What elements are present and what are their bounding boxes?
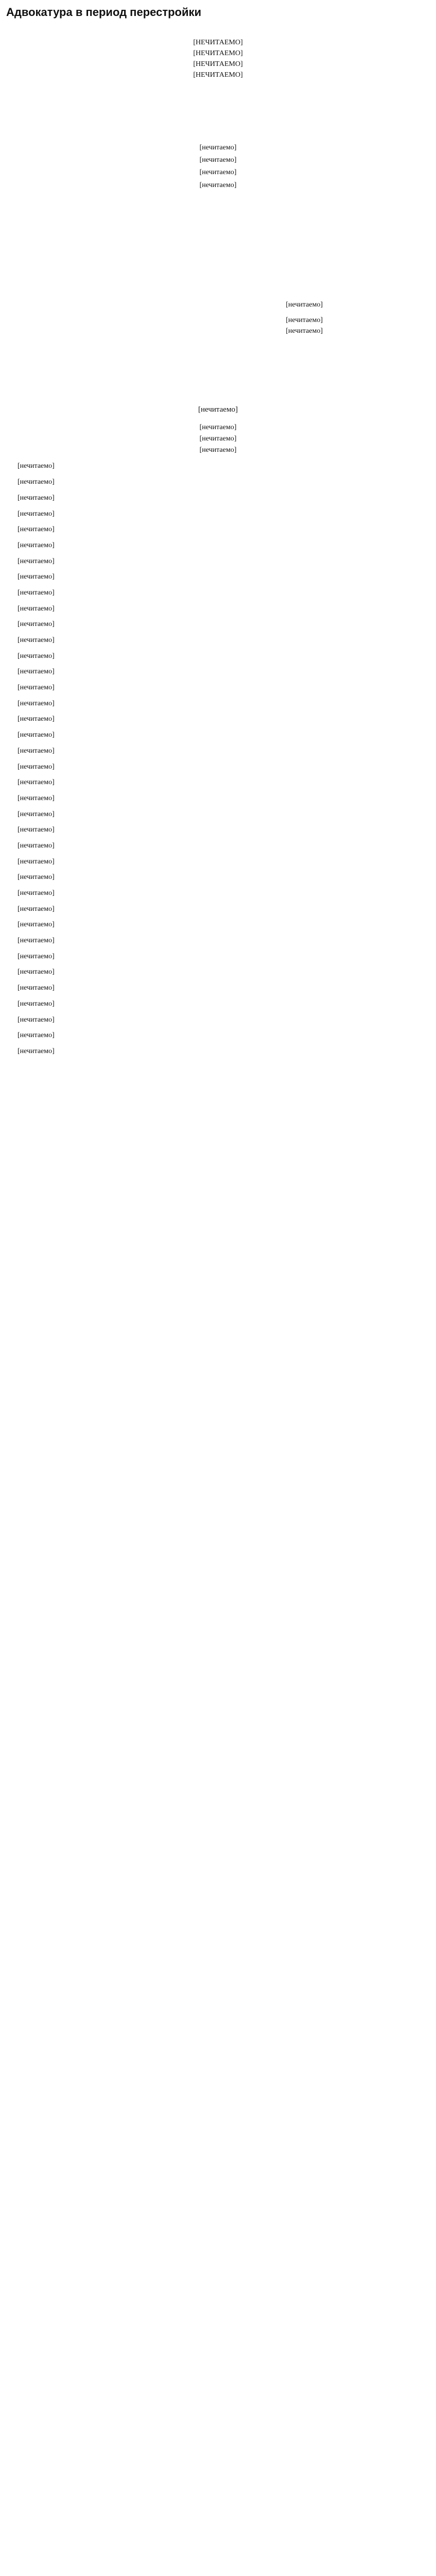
body-paragraph: [нечитаемо] [18,652,55,660]
body-paragraph: [нечитаемо] [18,984,55,992]
body-paragraph: [нечитаемо] [18,1031,55,1040]
report-discipline: [нечитаемо] [199,181,237,189]
body-paragraph: [нечитаемо] [18,541,55,549]
document-subject [6,422,430,455]
body-paragraph: [нечитаемо] [18,604,55,613]
body-paragraph: [нечитаемо] [18,857,55,866]
body-paragraph: [нечитаемо] [18,826,55,834]
subject-line: [нечитаемо] [199,446,237,454]
body-paragraph: [нечитаемо] [18,921,55,929]
body-paragraph: [нечитаемо] [18,715,55,723]
document-body [6,461,430,1057]
report-topic-label: [нечитаемо] [199,156,237,164]
author-block [286,299,430,337]
author-label: [нечитаемо] [286,301,323,309]
document-heading: Адвокатура в период перестройки [6,6,202,19]
body-paragraph: [нечитаемо] [18,684,55,692]
ministry-header [23,37,413,80]
report-type: [нечитаемо] [199,143,237,151]
ministry-line: [НЕЧИТАЕМО] [193,60,243,68]
body-paragraph: [нечитаемо] [18,731,55,739]
body-paragraph: [нечитаемо] [18,620,55,629]
body-paragraph: [нечитаемо] [18,1047,55,1055]
report-topic: [нечитаемо] [199,168,237,177]
subject-line: [нечитаемо] [199,435,237,443]
body-paragraph: [нечитаемо] [18,557,55,565]
ministry-line: [НЕЧИТАЕМО] [193,71,243,79]
body-paragraph: [нечитаемо] [18,968,55,976]
report-title-block [48,142,387,192]
author-group: [нечитаемо] [286,327,323,335]
body-paragraph: [нечитаемо] [18,841,55,850]
subject-line: [нечитаемо] [199,423,237,432]
body-paragraph: [нечитаемо] [18,699,55,707]
body-paragraph: [нечитаемо] [18,747,55,755]
body-paragraph: [нечитаемо] [18,636,55,644]
body-paragraph: [нечитаемо] [18,999,55,1008]
body-paragraph: [нечитаемо] [18,588,55,597]
author-name: [нечитаемо] [286,316,323,324]
body-paragraph: [нечитаемо] [18,573,55,581]
body-paragraph: [нечитаемо] [18,762,55,771]
document-content [6,5,430,1057]
city-year: [нечитаемо] [198,405,238,414]
body-paragraph: [нечитаемо] [18,1015,55,1024]
body-paragraph: [нечитаемо] [18,905,55,913]
ministry-line: [НЕЧИТАЕМО] [193,49,243,57]
body-paragraph: [нечитаемо] [18,810,55,818]
body-paragraph: [нечитаемо] [18,510,55,518]
body-paragraph: [нечитаемо] [18,873,55,882]
body-paragraph: [нечитаемо] [18,668,55,676]
ministry-line: [НЕЧИТАЕМО] [193,38,243,46]
body-paragraph: [нечитаемо] [18,937,55,945]
body-paragraph: [нечитаемо] [18,889,55,897]
body-paragraph: [нечитаемо] [18,462,55,470]
body-paragraph: [нечитаемо] [18,494,55,502]
body-paragraph: [нечитаемо] [18,952,55,960]
author-gap [286,311,430,315]
body-paragraph: [нечитаемо] [18,478,55,486]
body-paragraph: [нечитаемо] [18,778,55,787]
body-paragraph: [нечитаемо] [18,794,55,802]
body-paragraph: [нечитаемо] [18,526,55,534]
